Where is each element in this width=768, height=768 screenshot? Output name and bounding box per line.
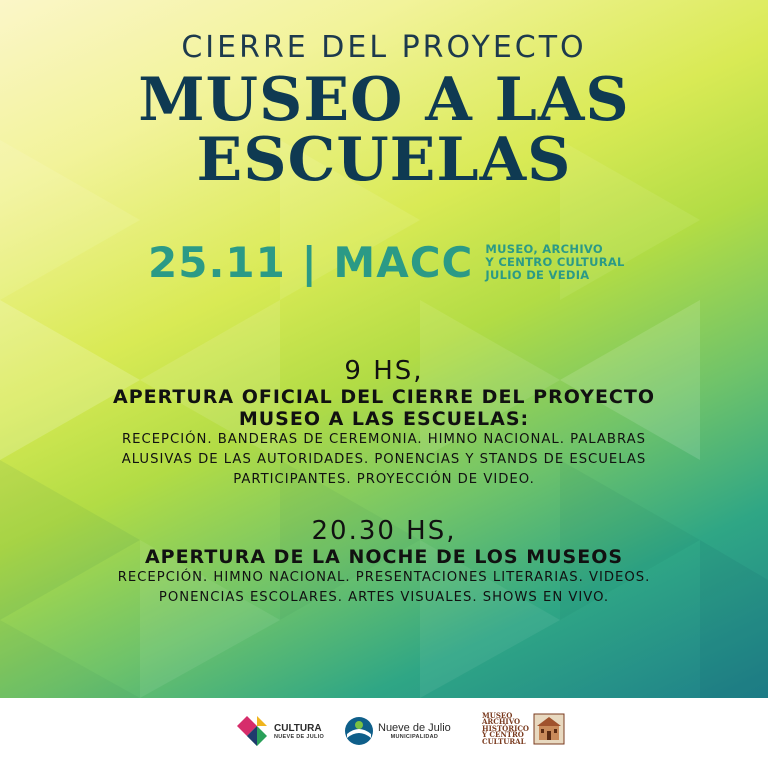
museo-logo-line: HISTÓRICO [482,723,530,733]
date-venue-line [148,236,625,288]
nueve-de-julio-logo-subtext: MUNICIPALIDAD [390,734,439,740]
nueve-de-julio-logo-text: Nueve de Julio [378,722,451,734]
event-details-line: RECEPCIÓN. HIMNO NACIONAL. PRESENTACIONES LITERARIAS. VIDEOS. [117,570,651,585]
venue-name [485,243,624,282]
event-date: 25.11 | MACC [148,237,474,287]
nueve-de-julio-logo-icon [344,714,374,748]
event-details-line: RECEPCIÓN. BANDERAS DE CEREMONIA. HIMNO NACIONAL. PALABRAS [122,432,646,447]
event-details-line: PARTICIPANTES. PROYECCIÓN DE VIDEO. [233,472,535,487]
museo-logo-line: MUSEO [482,710,513,720]
museo-logo-wordmark [482,710,530,746]
venue-line: Y CENTRO CULTURAL [485,254,625,269]
cultura-logo-text: CULTURA [274,722,322,734]
event-time: 20.30 HS, [311,516,457,546]
event-block-night [40,516,728,608]
cultura-logo-subtext: NUEVE DE JULIO [274,733,325,740]
museo-logo-line: Y CENTRO [482,730,524,740]
poster-title-line-1: MUSEO A LAS [138,65,630,135]
poster-header [0,30,768,195]
cultura-logo[interactable] [237,716,324,746]
museo-logo-icon [532,712,566,746]
poster-subtitle: CIERRE DEL PROYECTO [181,30,587,65]
museo-logo-line: CULTURAL [482,736,526,746]
sponsor-footer [0,698,768,768]
museo-logo-line: ARCHIVO [482,717,521,727]
nueve-de-julio-logo[interactable] [344,714,451,748]
museo-logo[interactable] [482,712,566,746]
event-details-line: ALUSIVAS DE LAS AUTORIDADES. PONENCIAS Y STANDS DE ESCUELAS [121,452,647,467]
venue-line: JULIO DE VEDIA [485,267,590,282]
event-time: 9 HS, [344,356,424,386]
event-heading-line: MUSEO A LAS ESCUELAS: [238,408,530,430]
event-heading-line: APERTURA OFICIAL DEL CIERRE DEL PROYECTO [113,386,655,408]
event-heading-line: APERTURA DE LA NOCHE DE LOS MUSEOS [144,546,624,568]
venue-line: MUSEO, ARCHIVO [485,241,603,256]
event-block-morning [40,356,728,490]
event-details-line: PONENCIAS ESCOLARES. ARTES VISUALES. SHOWS EN VIVO. [158,590,610,605]
cultura-logo-icon [237,716,271,746]
poster-title-line-2: ESCUELAS [196,125,572,195]
